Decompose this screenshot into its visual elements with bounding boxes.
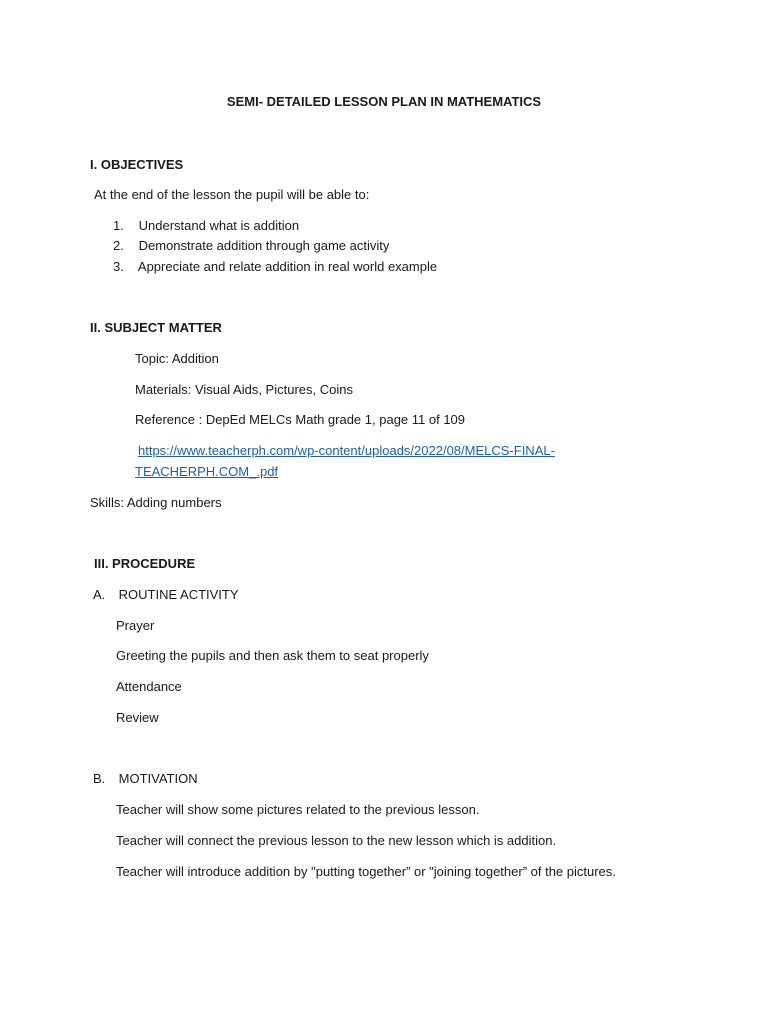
subject-matter-heading: II. SUBJECT MATTER <box>90 320 222 335</box>
routine-item: Attendance <box>116 679 182 694</box>
reference-link-part1[interactable]: https://www.teacherph.com/wp-content/uploads/2022/08/MELCS-FINAL- <box>138 443 555 458</box>
document-title: SEMI- DETAILED LESSON PLAN IN MATHEMATICS <box>226 94 542 109</box>
reference-line: Reference : DepEd MELCs Math grade 1, page 11 of 109 <box>135 412 466 427</box>
routine-item: Prayer <box>116 618 155 633</box>
topic-line: Topic: Addition <box>135 351 219 366</box>
objective-item <box>113 258 437 276</box>
objective-text: Demonstrate addition through game activity <box>138 238 390 253</box>
motivation-item: Teacher will connect the previous lesson to the new lesson which is addition. <box>116 833 557 848</box>
objective-item <box>113 237 389 255</box>
section-letter: A. <box>93 587 106 602</box>
section-letter: B. <box>93 771 106 786</box>
motivation-heading <box>93 770 198 788</box>
motivation-item: Teacher will introduce addition by "putting together” or "joining together” of the pictures. <box>116 864 616 879</box>
skills-line: Skills: Adding numbers <box>90 495 222 510</box>
objective-item <box>113 217 299 235</box>
materials-line: Materials: Visual Aids, Pictures, Coins <box>135 382 353 397</box>
objectives-heading: I. OBJECTIVES <box>90 157 184 172</box>
objective-text: Understand what is addition <box>138 218 300 233</box>
section-heading-text: ROUTINE ACTIVITY <box>118 587 239 602</box>
objective-number: 1. <box>113 218 124 233</box>
objective-number: 2. <box>113 238 124 253</box>
motivation-item: Teacher will show some pictures related to the previous lesson. <box>116 802 480 817</box>
procedure-heading: III. PROCEDURE <box>94 556 196 571</box>
objective-number: 3. <box>113 259 124 274</box>
routine-item: Review <box>116 710 159 725</box>
objectives-intro: At the end of the lesson the pupil will be able to: <box>94 187 370 202</box>
routine-activity-heading <box>93 586 239 604</box>
reference-link-part2[interactable]: TEACHERPH.COM_.pdf <box>135 464 279 479</box>
section-heading-text: MOTIVATION <box>118 771 198 786</box>
routine-item: Greeting the pupils and then ask them to seat properly <box>116 648 429 663</box>
objective-text: Appreciate and relate addition in real world example <box>137 259 438 274</box>
